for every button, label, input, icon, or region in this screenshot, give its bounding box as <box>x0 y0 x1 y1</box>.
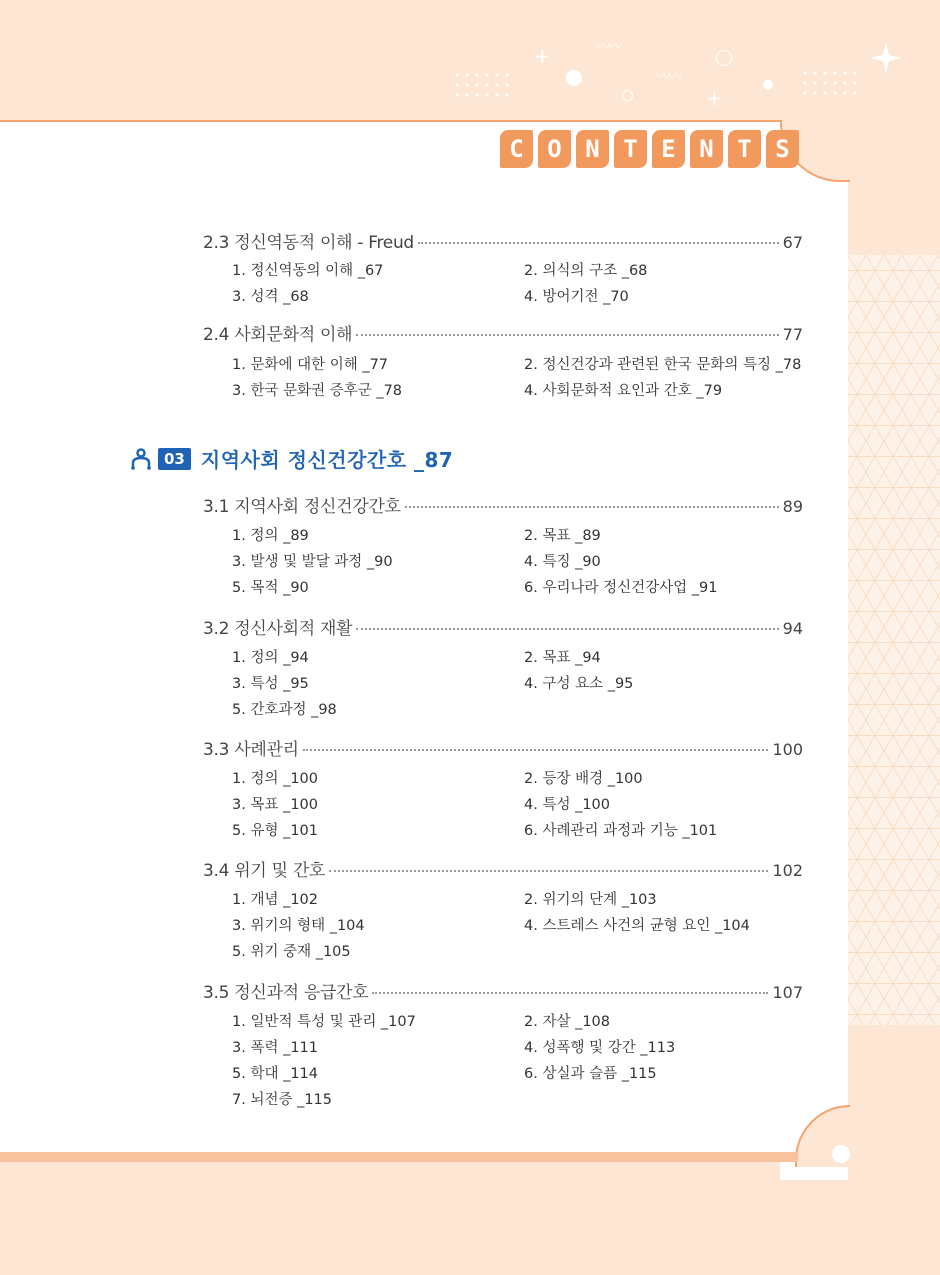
toc-item[interactable]: 5. 유형 _101 <box>232 823 318 839</box>
contents-letter: T <box>728 130 761 168</box>
contents-letter: C <box>500 130 533 168</box>
chapter-number: 03 <box>158 448 191 470</box>
content-page <box>0 120 848 1162</box>
toc-item[interactable]: 4. 사회문화적 요인과 간호 _79 <box>524 383 723 399</box>
dot-leader <box>356 628 778 630</box>
circle-decoration <box>832 1145 850 1163</box>
dot-leader <box>405 506 779 508</box>
section-title: 3.3 사례관리 <box>203 740 299 760</box>
toc-item[interactable]: 1. 개념 _102 <box>232 892 318 908</box>
section-title: 2.3 정신역동적 이해 - Freud <box>203 233 414 253</box>
toc-item[interactable]: 6. 상실과 슬픔 _115 <box>524 1066 657 1082</box>
toc-item[interactable]: 4. 성폭행 및 강간 _113 <box>524 1040 676 1056</box>
dot-leader <box>418 242 779 244</box>
toc-item[interactable]: 5. 위기 중재 _105 <box>232 944 351 960</box>
toc-item[interactable]: 6. 사례관리 과정과 기능 _101 <box>524 823 718 839</box>
section-heading[interactable] <box>203 735 803 760</box>
section-page: 100 <box>772 740 803 759</box>
toc-item[interactable]: 2. 등장 배경 _100 <box>524 771 643 787</box>
section-title: 2.4 사회문화적 이해 <box>203 325 353 345</box>
contents-letter: S <box>766 130 799 168</box>
toc-item[interactable]: 2. 목표 _94 <box>524 650 601 666</box>
dot-grid-right <box>800 68 862 100</box>
dot-grid-left <box>452 70 514 102</box>
toc-item[interactable]: 4. 방어기전 _70 <box>524 289 629 305</box>
section-heading[interactable] <box>203 614 803 639</box>
section-title: 3.2 정신사회적 재활 <box>203 619 353 639</box>
ring-decoration <box>716 50 732 66</box>
toc-item[interactable]: 1. 정의 _100 <box>232 771 318 787</box>
circle-decoration <box>566 70 582 86</box>
toc-item[interactable]: 5. 학대 _114 <box>232 1066 318 1082</box>
section-heading[interactable] <box>203 978 803 1003</box>
section-page: 94 <box>782 619 803 638</box>
side-pattern <box>848 255 940 1025</box>
contents-letter: O <box>538 130 571 168</box>
toc-item[interactable]: 3. 발생 및 발달 과정 _90 <box>232 554 393 570</box>
section-heading[interactable] <box>203 492 803 517</box>
section-page: 102 <box>772 861 803 880</box>
toc-item[interactable]: 3. 한국 문화권 증후군 _78 <box>232 383 403 399</box>
person-icon <box>130 448 152 470</box>
dot-leader <box>372 992 768 994</box>
section-page: 89 <box>782 497 803 516</box>
dot-leader <box>356 334 778 336</box>
toc-item[interactable]: 2. 정신건강과 관련된 한국 문화의 특징 _78 <box>524 357 802 373</box>
wave-decoration: 〰〰 <box>656 69 680 85</box>
toc-item[interactable]: 3. 위기의 형태 _104 <box>232 918 365 934</box>
contents-title <box>500 130 799 168</box>
toc-item[interactable]: 1. 문화에 대한 이해 _77 <box>232 357 389 373</box>
plus-decoration: + <box>534 44 551 68</box>
toc-item[interactable]: 1. 정신역동의 이해 _67 <box>232 263 384 279</box>
toc-item[interactable]: 2. 목표 _89 <box>524 528 601 544</box>
chapter-title: 지역사회 정신건강간호 _87 <box>200 448 454 472</box>
section-page: 107 <box>772 983 803 1002</box>
section-title: 3.4 위기 및 간호 <box>203 861 326 881</box>
contents-letter: N <box>576 130 609 168</box>
section-heading[interactable] <box>203 320 803 345</box>
toc-item[interactable]: 1. 정의 _94 <box>232 650 309 666</box>
contents-letter: N <box>690 130 723 168</box>
bottom-bar <box>0 1152 798 1162</box>
ring-decoration <box>622 90 633 101</box>
sparkle-icon <box>868 40 904 76</box>
toc-item[interactable]: 3. 특성 _95 <box>232 676 309 692</box>
section-title: 3.5 정신과적 응급간호 <box>203 983 369 1003</box>
chapter-heading[interactable] <box>130 444 453 473</box>
contents-letter: T <box>614 130 647 168</box>
toc-item[interactable]: 6. 우리나라 정신건강사업 _91 <box>524 580 718 596</box>
toc-item[interactable]: 5. 목적 _90 <box>232 580 309 596</box>
wave-decoration: 〰〰 <box>596 39 620 55</box>
section-heading[interactable] <box>203 856 803 881</box>
toc-item[interactable]: 3. 성격 _68 <box>232 289 309 305</box>
dot-leader <box>303 749 769 751</box>
toc-item[interactable]: 4. 스트레스 사건의 균형 요인 _104 <box>524 918 750 934</box>
plus-decoration: + <box>706 86 723 110</box>
toc-item[interactable]: 4. 특징 _90 <box>524 554 601 570</box>
toc-item[interactable]: 2. 자살 _108 <box>524 1014 610 1030</box>
toc-item[interactable]: 2. 의식의 구조 _68 <box>524 263 648 279</box>
section-heading[interactable] <box>203 228 803 253</box>
toc-item[interactable]: 4. 구성 요소 _95 <box>524 676 634 692</box>
toc-item[interactable]: 1. 일반적 특성 및 관리 _107 <box>232 1014 416 1030</box>
section-page: 67 <box>782 233 803 252</box>
toc-item[interactable]: 1. 정의 _89 <box>232 528 309 544</box>
circle-decoration <box>763 80 773 90</box>
toc-item[interactable]: 7. 뇌전증 _115 <box>232 1092 332 1108</box>
toc-item[interactable]: 5. 간호과정 _98 <box>232 702 337 718</box>
section-title: 3.1 지역사회 정신건강간호 <box>203 497 401 517</box>
toc-item[interactable]: 3. 폭력 _111 <box>232 1040 318 1056</box>
toc-item[interactable]: 4. 특성 _100 <box>524 797 610 813</box>
toc-item[interactable]: 3. 목표 _100 <box>232 797 318 813</box>
toc-item[interactable]: 2. 위기의 단계 _103 <box>524 892 657 908</box>
contents-letter: E <box>652 130 685 168</box>
section-page: 77 <box>782 325 803 344</box>
dot-leader <box>329 870 768 872</box>
